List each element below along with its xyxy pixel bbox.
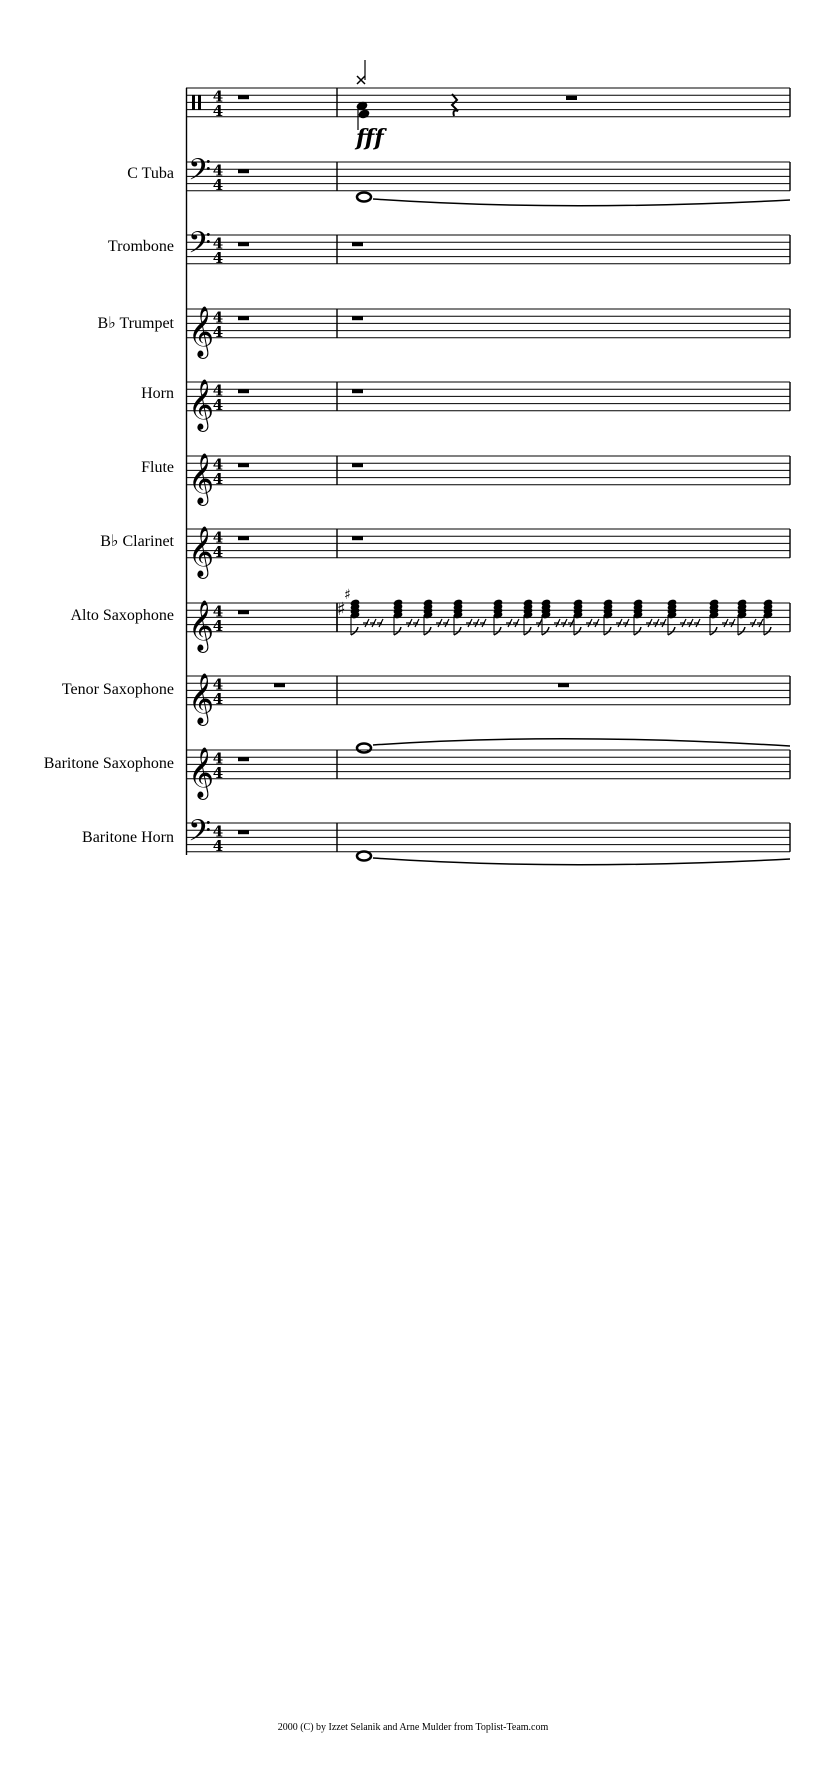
- sixteenth-rest: [480, 619, 486, 627]
- whole-rest: [352, 463, 363, 467]
- whole-rest: [238, 757, 249, 761]
- flag: [494, 627, 501, 635]
- baritone-horn-measure-2: [357, 852, 790, 865]
- instrument-label-baritone-saxophone: Baritone Saxophone: [43, 755, 174, 772]
- percussion-clef-icon: [198, 95, 201, 109]
- time-signature-bottom: 4: [212, 469, 224, 488]
- dynamic-marking: fff: [356, 125, 384, 151]
- time-signature-top: 4: [212, 528, 224, 547]
- sixteenth-rest: [406, 619, 412, 627]
- staff-baritone-horn: [186, 815, 790, 856]
- instrument-label-horn: Horn: [141, 385, 174, 402]
- sixteenth-rest: [466, 619, 472, 627]
- whole-rest: [274, 683, 285, 687]
- staff-horn: [186, 379, 790, 432]
- whole-rest: [352, 242, 363, 246]
- time-signature-bottom: 4: [212, 322, 224, 341]
- sixteenth-rest: [593, 619, 599, 627]
- flag: [764, 627, 771, 635]
- time-signature-top: 4: [212, 381, 224, 400]
- sixteenth-rest: [646, 619, 652, 627]
- staff-baritone-saxophone: [186, 747, 790, 800]
- time-signature-bottom: 4: [212, 689, 224, 708]
- time-signature-bottom: 4: [212, 101, 224, 120]
- staff-bb-clarinet: [186, 526, 790, 579]
- flag: [424, 627, 431, 635]
- chord: [493, 598, 519, 635]
- sixteenth-rest: [554, 619, 560, 627]
- alto-saxophone-measure-2: [337, 587, 773, 635]
- instrument-label-flute: Flute: [141, 459, 174, 476]
- instrument-label-c-tuba: C Tuba: [127, 165, 174, 182]
- time-signature-top: 4: [212, 749, 224, 768]
- staff-tenor-saxophone: [186, 673, 790, 726]
- instrument-label-baritone-horn: Baritone Horn: [82, 829, 174, 846]
- sixteenth-rest: [653, 619, 659, 627]
- flag: [634, 627, 641, 635]
- sharp-icon: ♯: [344, 587, 351, 603]
- flag: [454, 627, 461, 635]
- time-signature-top: 4: [212, 308, 224, 327]
- time-signature-bottom: 4: [212, 395, 224, 414]
- tie: [373, 199, 790, 206]
- whole-rest: [238, 463, 249, 467]
- tie: [373, 858, 790, 865]
- bass-clef-icon: 𝄢: [188, 153, 212, 195]
- sixteenth-rest: [586, 619, 592, 627]
- sixteenth-rest: [722, 619, 728, 627]
- whole-rest: [352, 316, 363, 320]
- instrument-labels: [44, 165, 175, 846]
- chord: [423, 598, 449, 635]
- x-notehead: [357, 76, 365, 84]
- sixteenth-rest: [568, 619, 574, 627]
- bass-clef-icon: 𝄢: [188, 226, 212, 268]
- whole-note: [357, 744, 371, 753]
- instrument-label-alto-saxophone: Alto Saxophone: [70, 607, 174, 624]
- sixteenth-rest: [506, 619, 512, 627]
- flag: [604, 627, 611, 635]
- staff-flute: [186, 453, 790, 506]
- sixteenth-rest: [436, 619, 442, 627]
- chord: [709, 598, 735, 635]
- instrument-label-tenor-saxophone: Tenor Saxophone: [61, 681, 174, 698]
- whole-rest: [238, 389, 249, 393]
- tie: [373, 739, 790, 746]
- sixteenth-rest: [413, 619, 419, 627]
- time-signature-bottom: 4: [212, 763, 224, 782]
- staff-trombone: [186, 227, 790, 268]
- whole-rest: [558, 683, 569, 687]
- chord: [523, 598, 542, 635]
- percussion-measure-2: [354, 60, 577, 151]
- time-signature-bottom: 4: [212, 175, 224, 194]
- sixteenth-rest: [363, 619, 369, 627]
- time-signature-top: 4: [212, 455, 224, 474]
- staff-c-tuba: [186, 154, 790, 195]
- treble-clef-icon: 𝄞: [188, 525, 215, 577]
- flag: [710, 627, 717, 635]
- time-signature-top: 4: [212, 234, 224, 253]
- sixteenth-rest: [623, 619, 629, 627]
- whole-note: [357, 852, 371, 861]
- chord: [737, 598, 763, 635]
- quarter-rest: [452, 94, 458, 116]
- bass-clef-icon: 𝄢: [188, 814, 212, 856]
- whole-rest: [238, 536, 249, 540]
- whole-rest: [238, 316, 249, 320]
- c-tuba-measure-2: [357, 193, 790, 206]
- chord: [573, 598, 599, 635]
- chord: [763, 598, 774, 635]
- time-signature-top: 4: [212, 822, 224, 841]
- chord: [667, 598, 700, 635]
- treble-clef-icon: 𝄞: [188, 599, 215, 651]
- time-signature-top: 4: [212, 87, 224, 106]
- chord: [350, 598, 383, 635]
- sixteenth-rest: [370, 619, 376, 627]
- sixteenth-rest: [561, 619, 567, 627]
- staff-drums: [186, 87, 790, 119]
- treble-clef-icon: 𝄞: [188, 378, 215, 430]
- whole-rest: [238, 169, 249, 173]
- sharp-icon: ♯: [337, 599, 346, 620]
- sixteenth-rest: [687, 619, 693, 627]
- staff-bb-trumpet: [186, 306, 790, 359]
- sixteenth-rest: [473, 619, 479, 627]
- time-signature-top: 4: [212, 675, 224, 694]
- whole-rest: [238, 95, 249, 99]
- whole-rest: [352, 536, 363, 540]
- flag: [524, 627, 531, 635]
- sixteenth-rest: [729, 619, 735, 627]
- half-rest: [566, 96, 577, 100]
- sixteenth-rest: [757, 619, 763, 627]
- flag: [394, 627, 401, 635]
- chord: [633, 598, 666, 635]
- whole-rest: [238, 830, 249, 834]
- time-signature-top: 4: [212, 161, 224, 180]
- instrument-label-bb-trumpet: B♭ Trumpet: [97, 315, 174, 332]
- sixteenth-rest: [377, 619, 383, 627]
- sixteenth-rest: [680, 619, 686, 627]
- copyright-notice: 2000 (C) by Izzet Selanik and Arne Mulder from Toplist-Team.com: [277, 1722, 549, 1733]
- percussion-clef-icon: [192, 95, 195, 109]
- flag: [351, 627, 358, 635]
- sixteenth-rest: [660, 619, 666, 627]
- flag: [738, 627, 745, 635]
- whole-rest: [352, 389, 363, 393]
- chord: [541, 598, 574, 635]
- sixteenth-rest: [694, 619, 700, 627]
- flag: [542, 627, 549, 635]
- treble-clef-icon: 𝄞: [188, 305, 215, 357]
- whole-rest: [238, 242, 249, 246]
- flag: [574, 627, 581, 635]
- instrument-label-trombone: Trombone: [107, 238, 174, 255]
- time-signature-top: 4: [212, 602, 224, 621]
- time-signature-bottom: 4: [212, 616, 224, 635]
- sixteenth-rest: [443, 619, 449, 627]
- instrument-label-bb-clarinet: B♭ Clarinet: [100, 533, 174, 550]
- whole-rest: [238, 610, 249, 614]
- sixteenth-rest: [536, 619, 542, 627]
- treble-clef-icon: 𝄞: [188, 672, 215, 724]
- chord: [603, 598, 629, 635]
- chord: [393, 598, 419, 635]
- time-signature-bottom: 4: [212, 248, 224, 267]
- treble-clef-icon: 𝄞: [188, 746, 215, 798]
- time-signature-bottom: 4: [212, 836, 224, 855]
- time-signature-bottom: 4: [212, 542, 224, 561]
- flag: [668, 627, 675, 635]
- sixteenth-rest: [616, 619, 622, 627]
- treble-clef-icon: 𝄞: [188, 452, 215, 504]
- sixteenth-rest: [513, 619, 519, 627]
- sixteenth-rest: [750, 619, 756, 627]
- chord: [453, 598, 486, 635]
- staff-alto-saxophone: [186, 600, 790, 653]
- whole-note: [357, 193, 371, 202]
